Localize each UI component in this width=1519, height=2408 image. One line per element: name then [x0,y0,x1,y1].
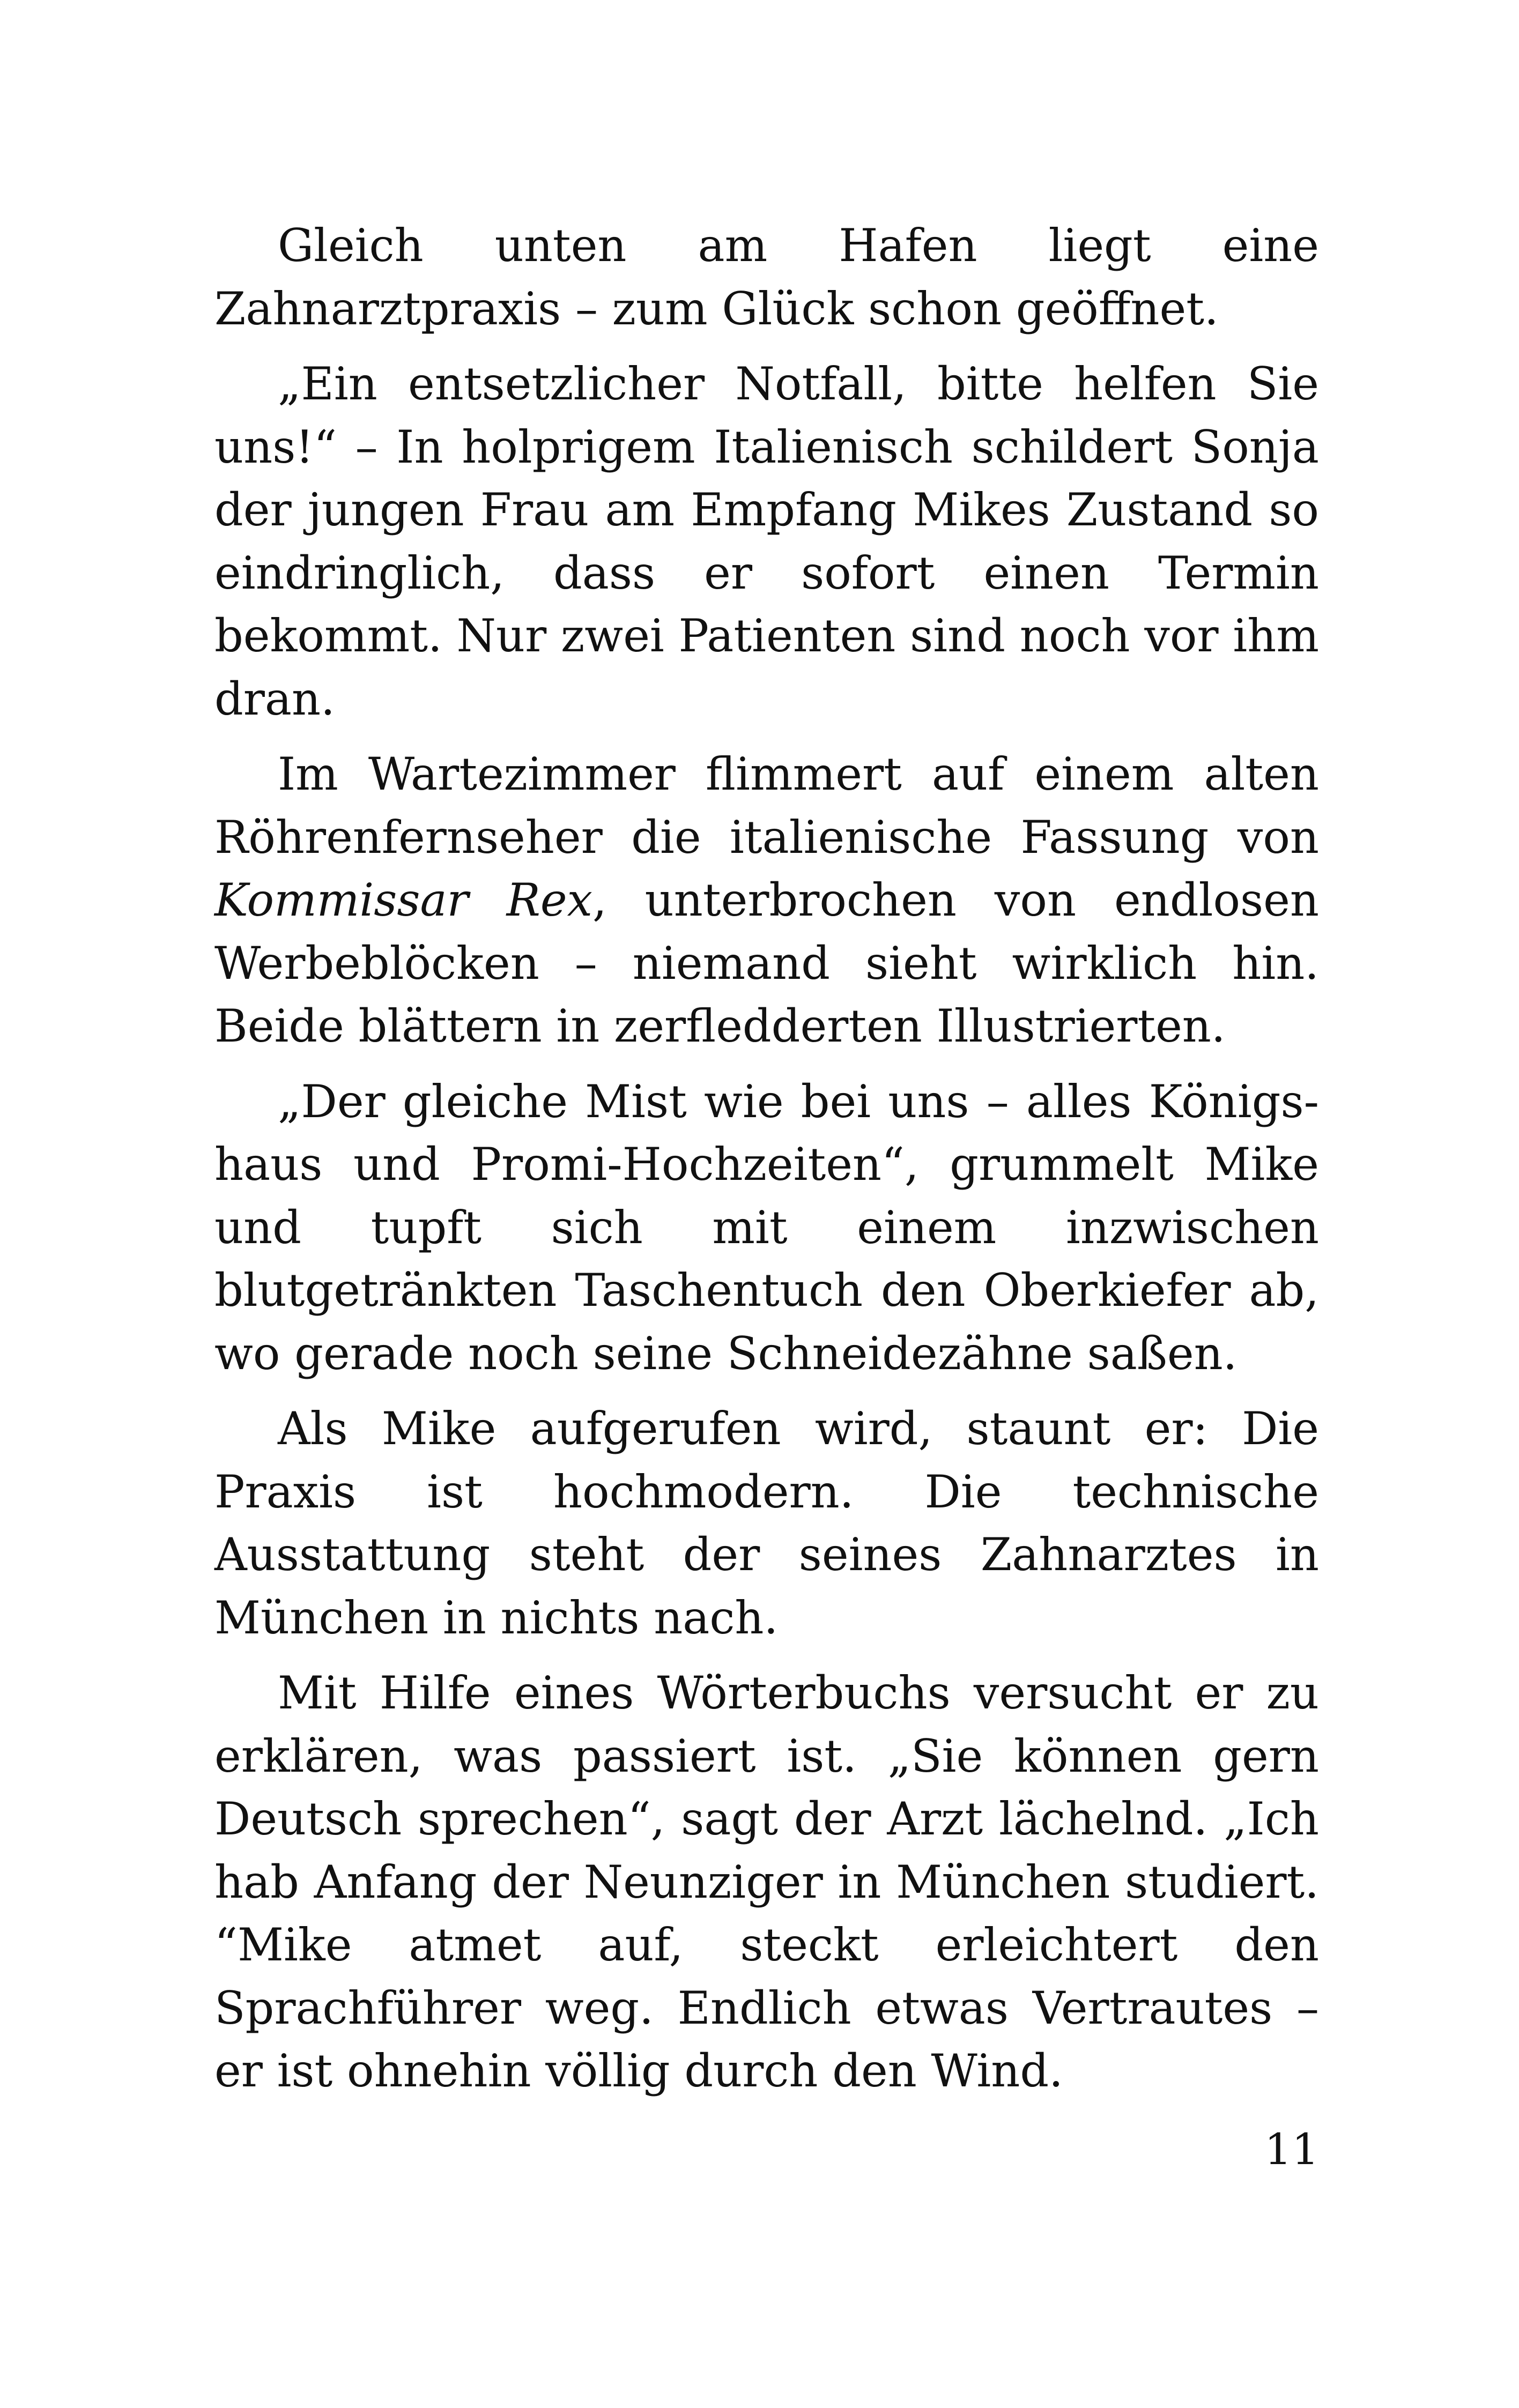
italic-title: Kommissar Rex [214,874,592,926]
page-number: 11 [1264,2124,1319,2174]
paragraph-text: Als Mike aufgerufen wird, staunt er: Die Praxis ist hochmodern. Die technische Ausstattung steht der seines Zahnarztes in München in nichts nach. [214,1402,1319,1644]
paragraph [214,1398,1319,1649]
paragraph [214,214,1319,340]
paragraph-text: Mit Hilfe eines Wörterbuchs versucht er zu erklären, was passiert ist. „Sie können gern Deutsch sprechen“, sagt der Arzt lächelnd. „Ich hab Anfang der Neunziger in München studiert. “Mike atmet auf, steckt erleichtert den Sprachführer weg. Endlich etwas Vertrautes – er ist ohnehin völlig durch den Wind. [214,1667,1319,2097]
paragraph-text: „Ein entsetzlicher Notfall, bitte helfen Sie uns!“ – In holprigem Italienisch schildert Sonja der jungen Frau am Empfang Mikes Zustand so eindringlich, dass er sofort einen Termin bekommt. Nur zwei Patienten sind noch vor ihm dran. [214,358,1319,725]
paragraph-text: Gleich unten am Hafen liegt eine Zahnarztpraxis – zum Glück schon geöffnet. [214,219,1319,335]
paragraph [214,743,1319,1058]
paragraph [214,1662,1319,2103]
paragraph-text: „Der gleiche Mist wie bei uns – alles Königshaus und Promi-Hochzeiten“, grummelt Mike und tupft sich mit einem inzwischen blutgetränkten Taschentuch den Oberkiefer ab, wo gerade noch seine Schneidezähne saßen. [214,1075,1319,1380]
paragraph-text: Im Wartezimmer flimmert auf einem alten Röhrenfernseher die italienische Fassung von [214,748,1319,864]
body-text [214,214,1319,2103]
paragraph [214,353,1319,731]
paragraph-text: , unterbrochen von endlosen Werbeblöcken – niemand sieht wirklich hin. Beide blättern in zerfledderten Illustrierten. [214,874,1319,1052]
paragraph [214,1071,1319,1386]
